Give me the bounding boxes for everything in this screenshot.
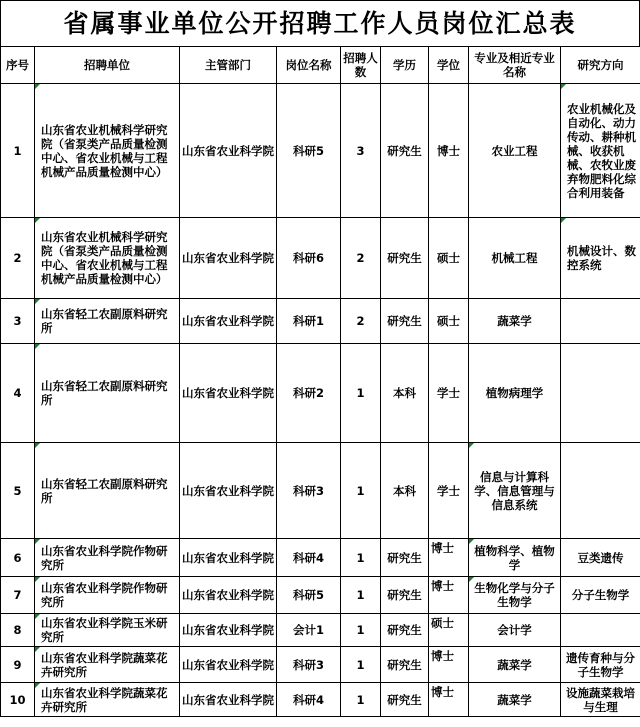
cell-dept: 山东省农业科学院 xyxy=(180,647,277,683)
cell-major: 蔬菜学 xyxy=(469,299,561,344)
cell-dir xyxy=(561,299,640,344)
cell-num: 2 xyxy=(341,299,381,344)
cell-dept: 山东省农业科学院 xyxy=(180,344,277,443)
cell-no: 1 xyxy=(1,84,35,218)
cell-dir xyxy=(561,443,640,539)
cell-no: 9 xyxy=(1,647,35,683)
table-row xyxy=(1,647,640,683)
cell-no: 3 xyxy=(1,299,35,344)
cell-dept: 山东省农业科学院 xyxy=(180,683,277,717)
cell-post: 科研2 xyxy=(277,344,341,443)
cell-major: 植物科学、植物学 xyxy=(469,539,561,577)
cell-dept: 山东省农业科学院 xyxy=(180,577,277,614)
cell-unit: 山东省农业机械科学研究院（省泵类产品质量检测中心、省农业机械与工程机械产品质量检测中心） xyxy=(35,84,180,218)
cell-dir: 农业机械化及自动化、动力传动、耕种机械、收获机械、农牧业废弃物肥料化综合利用装备 xyxy=(561,84,640,218)
cell-post: 科研5 xyxy=(277,577,341,614)
table-row xyxy=(1,577,640,614)
cell-dir xyxy=(561,344,640,443)
cell-degree: 博士 xyxy=(429,84,469,218)
header-cell: 学历 xyxy=(381,47,429,84)
cell-no: 7 xyxy=(1,577,35,614)
cell-post: 科研4 xyxy=(277,539,341,577)
cell-dir xyxy=(561,614,640,647)
table-row xyxy=(1,84,640,218)
table-row xyxy=(1,683,640,717)
cell-dir: 分子生物学 xyxy=(561,577,640,614)
header-cell: 招聘人数 xyxy=(341,47,381,84)
cell-unit: 山东省农业科学院蔬菜花卉研究所 xyxy=(35,683,180,717)
table-row xyxy=(1,614,640,647)
cell-no: 8 xyxy=(1,614,35,647)
cell-edu: 本科 xyxy=(381,344,429,443)
cell-unit: 山东省农业科学院蔬菜花卉研究所 xyxy=(35,647,180,683)
cell-num: 1 xyxy=(341,344,381,443)
header-cell: 研究方向 xyxy=(561,47,640,84)
table-row xyxy=(1,218,640,299)
cell-unit: 山东省农业科学院玉米研究所 xyxy=(35,614,180,647)
cell-edu: 本科 xyxy=(381,443,429,539)
cell-unit: 山东省轻工农副原料研究所 xyxy=(35,443,180,539)
cell-num: 1 xyxy=(341,683,381,717)
cell-dir: 遗传育种与分子生物学 xyxy=(561,647,640,683)
cell-no: 4 xyxy=(1,344,35,443)
cell-no: 6 xyxy=(1,539,35,577)
cell-edu: 研究生 xyxy=(381,84,429,218)
header-cell: 主管部门 xyxy=(180,47,277,84)
cell-post: 会计1 xyxy=(277,614,341,647)
cell-major: 会计学 xyxy=(469,614,561,647)
cell-unit: 山东省农业机械科学研究院（省泵类产品质量检测中心、省农业机械与工程机械产品质量检测中心） xyxy=(35,218,180,299)
cell-degree: 博士 xyxy=(429,647,469,683)
header-row xyxy=(1,47,640,84)
cell-edu: 研究生 xyxy=(381,299,429,344)
cell-major: 蔬菜学 xyxy=(469,647,561,683)
cell-unit: 山东省轻工农副原料研究所 xyxy=(35,299,180,344)
cell-num: 1 xyxy=(341,614,381,647)
cell-edu: 研究生 xyxy=(381,577,429,614)
cell-major: 生物化学与分子生物学 xyxy=(469,577,561,614)
table-row xyxy=(1,539,640,577)
cell-degree: 学士 xyxy=(429,443,469,539)
cell-edu: 研究生 xyxy=(381,614,429,647)
cell-unit: 山东省农业科学院作物研究所 xyxy=(35,577,180,614)
cell-dir: 机械设计、数控系统 xyxy=(561,218,640,299)
cell-num: 1 xyxy=(341,577,381,614)
cell-no: 5 xyxy=(1,443,35,539)
table-row xyxy=(1,443,640,539)
cell-major: 农业工程 xyxy=(469,84,561,218)
cell-degree: 博士 xyxy=(429,683,469,717)
cell-no: 2 xyxy=(1,218,35,299)
cell-post: 科研6 xyxy=(277,218,341,299)
cell-major: 信息与计算科学、信息管理与信息系统 xyxy=(469,443,561,539)
header-cell: 岗位名称 xyxy=(277,47,341,84)
cell-edu: 研究生 xyxy=(381,647,429,683)
cell-major: 蔬菜学 xyxy=(469,683,561,717)
header-cell: 序号 xyxy=(1,47,35,84)
cell-major: 植物病理学 xyxy=(469,344,561,443)
cell-edu: 研究生 xyxy=(381,683,429,717)
cell-degree: 博士 xyxy=(429,539,469,577)
cell-num: 1 xyxy=(341,443,381,539)
cell-degree: 硕士 xyxy=(429,218,469,299)
table-row xyxy=(1,299,640,344)
cell-dept: 山东省农业科学院 xyxy=(180,299,277,344)
cell-edu: 研究生 xyxy=(381,218,429,299)
cell-num: 2 xyxy=(341,218,381,299)
cell-edu: 研究生 xyxy=(381,539,429,577)
header-cell: 招聘单位 xyxy=(35,47,180,84)
cell-degree: 硕士 xyxy=(429,614,469,647)
cell-post: 科研5 xyxy=(277,84,341,218)
cell-dir: 豆类遗传 xyxy=(561,539,640,577)
cell-dir: 设施蔬菜栽培与生理 xyxy=(561,683,640,717)
cell-dept: 山东省农业科学院 xyxy=(180,614,277,647)
header-cell: 学位 xyxy=(429,47,469,84)
cell-num: 1 xyxy=(341,647,381,683)
cell-major: 机械工程 xyxy=(469,218,561,299)
table-row xyxy=(1,344,640,443)
cell-unit: 山东省轻工农副原料研究所 xyxy=(35,344,180,443)
cell-dept: 山东省农业科学院 xyxy=(180,218,277,299)
cell-degree: 硕士 xyxy=(429,299,469,344)
cell-degree: 学士 xyxy=(429,344,469,443)
cell-post: 科研4 xyxy=(277,683,341,717)
cell-dept: 山东省农业科学院 xyxy=(180,443,277,539)
cell-num: 1 xyxy=(341,539,381,577)
cell-degree: 博士 xyxy=(429,577,469,614)
cell-num: 3 xyxy=(341,84,381,218)
cell-unit: 山东省农业科学院作物研究所 xyxy=(35,539,180,577)
cell-no: 10 xyxy=(1,683,35,717)
cell-dept: 山东省农业科学院 xyxy=(180,84,277,218)
header-cell: 专业及相近专业名称 xyxy=(469,47,561,84)
cell-post: 科研1 xyxy=(277,299,341,344)
page-title: 省属事业单位公开招聘工作人员岗位汇总表 xyxy=(0,0,640,46)
cell-post: 科研3 xyxy=(277,647,341,683)
positions-table xyxy=(0,46,640,717)
cell-post: 科研3 xyxy=(277,443,341,539)
cell-dept: 山东省农业科学院 xyxy=(180,539,277,577)
